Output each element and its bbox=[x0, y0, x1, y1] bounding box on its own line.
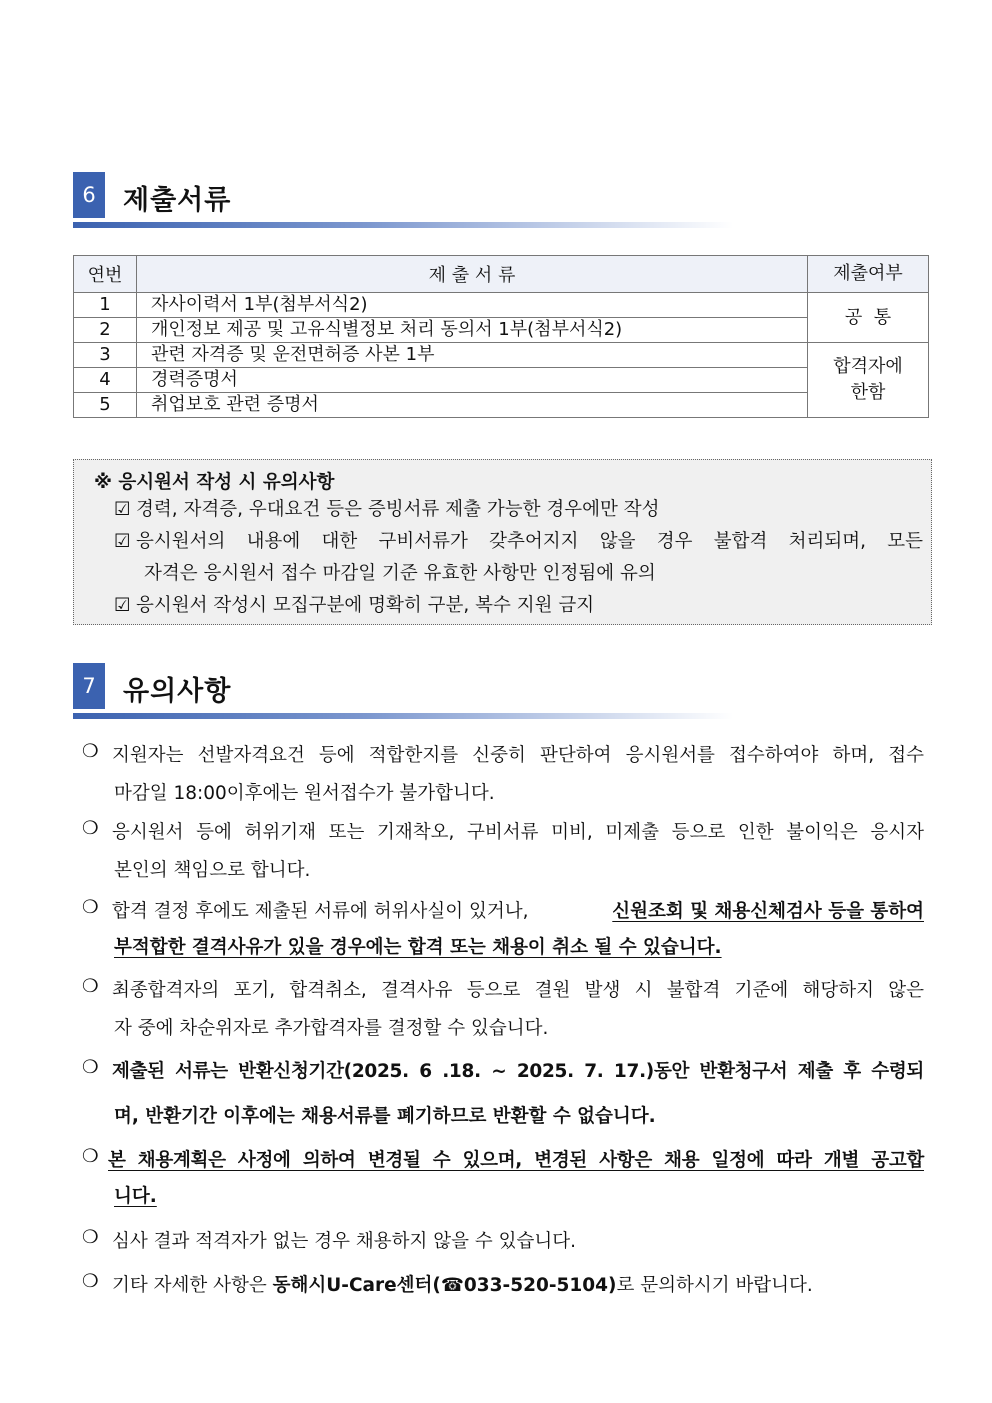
section-number: 7 bbox=[73, 663, 105, 709]
list-text: 로 문의하시기 바랍니다. bbox=[616, 1275, 813, 1296]
row-no: 1 bbox=[74, 293, 137, 318]
submit-passed bbox=[808, 343, 929, 418]
row-doc: 경력증명서 bbox=[137, 368, 808, 393]
circle-bullet-icon: ❍ bbox=[82, 741, 99, 762]
submit-common: 공 통 bbox=[808, 293, 929, 343]
list-text: 심사 결과 적격자가 없는 경우 채용하지 않을 수 있습니다. bbox=[112, 1231, 576, 1252]
list-text-emphasis: 부적합한 결격사유가 있을 경우에는 합격 또는 채용이 취소 될 수 있습니다. bbox=[114, 937, 722, 958]
notice-text: 경력, 자격증, 우대요건 등은 증빙서류 제출 가능한 경우에만 작성 bbox=[136, 499, 660, 520]
list-text: 며, 반환기간 이후에는 채용서류를 폐기하므로 반환할 수 없습니다. bbox=[114, 1106, 656, 1127]
section-divider bbox=[73, 713, 733, 719]
section-title: 제출서류 bbox=[123, 185, 232, 216]
row-no: 4 bbox=[74, 368, 137, 393]
notice-text: 응시원서의 내용에 대한 구비서류가 갖추어지지 않을 경우 불합격 처리되며, 모든 bbox=[136, 531, 923, 552]
table-row bbox=[74, 318, 929, 343]
section-divider bbox=[73, 222, 733, 228]
row-doc: 자사이력서 1부(첨부서식2) bbox=[137, 293, 808, 318]
table-header-row bbox=[74, 256, 929, 293]
list-text-emphasis: 본 채용계획은 사정에 의하여 변경될 수 있으며, 변경된 사항은 채용 일정에 따라 개별 공고합 bbox=[108, 1150, 924, 1171]
list-text: 최종합격자의 포기, 합격취소, 결격사유 등으로 결원 발생 시 불합격 기준에 해당하지 않은 bbox=[112, 980, 924, 1001]
row-doc: 취업보호 관련 증명서 bbox=[137, 393, 808, 418]
notice-title: ※ 응시원서 작성 시 유의사항 bbox=[94, 472, 335, 493]
row-no: 2 bbox=[74, 318, 137, 343]
list-text-emphasis: 니다. bbox=[114, 1186, 157, 1207]
section-number: 6 bbox=[73, 172, 105, 218]
submit-passed-line1: 합격자에 bbox=[833, 356, 903, 377]
row-doc: 개인정보 제공 및 고유식별정보 처리 동의서 1부(첨부서식2) bbox=[137, 318, 808, 343]
list-line bbox=[112, 1271, 924, 1297]
documents-table bbox=[73, 255, 929, 418]
notice-item bbox=[114, 590, 923, 622]
list-line bbox=[112, 897, 924, 923]
list-text: 자 중에 차순위자로 추가합격자를 결정할 수 있습니다. bbox=[114, 1018, 549, 1039]
section-6-header bbox=[73, 172, 733, 232]
list-text: 제출된 서류는 반환신청기간(2025. 6 .18. ~ 2025. 7. 17.)동안 반환청구서 제출 후 수령되 bbox=[112, 1061, 924, 1082]
circle-bullet-icon: ❍ bbox=[82, 1146, 99, 1167]
header-doc: 제 출 서 류 bbox=[137, 256, 808, 293]
notice-text: 응시원서 작성시 모집구분에 명확히 구분, 복수 지원 금지 bbox=[136, 595, 595, 616]
list-text: 마감일 18:00이후에는 원서접수가 불가합니다. bbox=[114, 783, 495, 804]
circle-bullet-icon: ❍ bbox=[82, 1271, 99, 1292]
checkbox-icon: ☑ bbox=[114, 531, 131, 552]
header-submit: 제출여부 bbox=[808, 256, 929, 293]
notice-item bbox=[114, 526, 923, 558]
table-row bbox=[74, 293, 929, 318]
list-text-emphasis: 신원조회 및 채용신체검사 등을 통하여 bbox=[612, 901, 924, 922]
header-no: 연번 bbox=[74, 256, 137, 293]
table-row bbox=[74, 368, 929, 393]
submit-passed-line2: 한함 bbox=[850, 382, 886, 403]
list-text: 합격 결정 후에도 제출된 서류에 허위사실이 있거나, bbox=[112, 901, 529, 922]
list-text: 응시원서 등에 허위기재 또는 기재착오, 구비서류 미비, 미제출 등으로 인한 불이익은 응시자 bbox=[112, 822, 924, 843]
circle-bullet-icon: ❍ bbox=[82, 976, 99, 997]
notice-item-continued: 자격은 응시원서 접수 마감일 기준 유효한 사항만 인정됨에 유의 bbox=[144, 563, 656, 584]
row-doc: 관련 자격증 및 운전면허증 사본 1부 bbox=[137, 343, 808, 368]
row-no: 5 bbox=[74, 393, 137, 418]
section-7-header bbox=[73, 663, 733, 723]
contact-info: 동해시U-Care센터(☎033-520-5104) bbox=[272, 1275, 617, 1296]
circle-bullet-icon: ❍ bbox=[82, 818, 99, 839]
notice-item bbox=[114, 494, 923, 526]
checkbox-icon: ☑ bbox=[114, 595, 131, 616]
section-title: 유의사항 bbox=[123, 676, 232, 707]
list-text: 기타 자세한 사항은 bbox=[112, 1275, 273, 1296]
row-no: 3 bbox=[74, 343, 137, 368]
notice-box bbox=[73, 459, 932, 625]
list-text: 본인의 책임으로 합니다. bbox=[114, 860, 311, 881]
table-row bbox=[74, 393, 929, 418]
circle-bullet-icon: ❍ bbox=[82, 897, 99, 918]
list-text: 지원자는 선발자격요건 등에 적합한지를 신중히 판단하여 응시원서를 접수하여야 하며, 접수 bbox=[112, 745, 924, 766]
checkbox-icon: ☑ bbox=[114, 499, 131, 520]
circle-bullet-icon: ❍ bbox=[82, 1057, 99, 1078]
table-row bbox=[74, 343, 929, 368]
circle-bullet-icon: ❍ bbox=[82, 1227, 99, 1248]
